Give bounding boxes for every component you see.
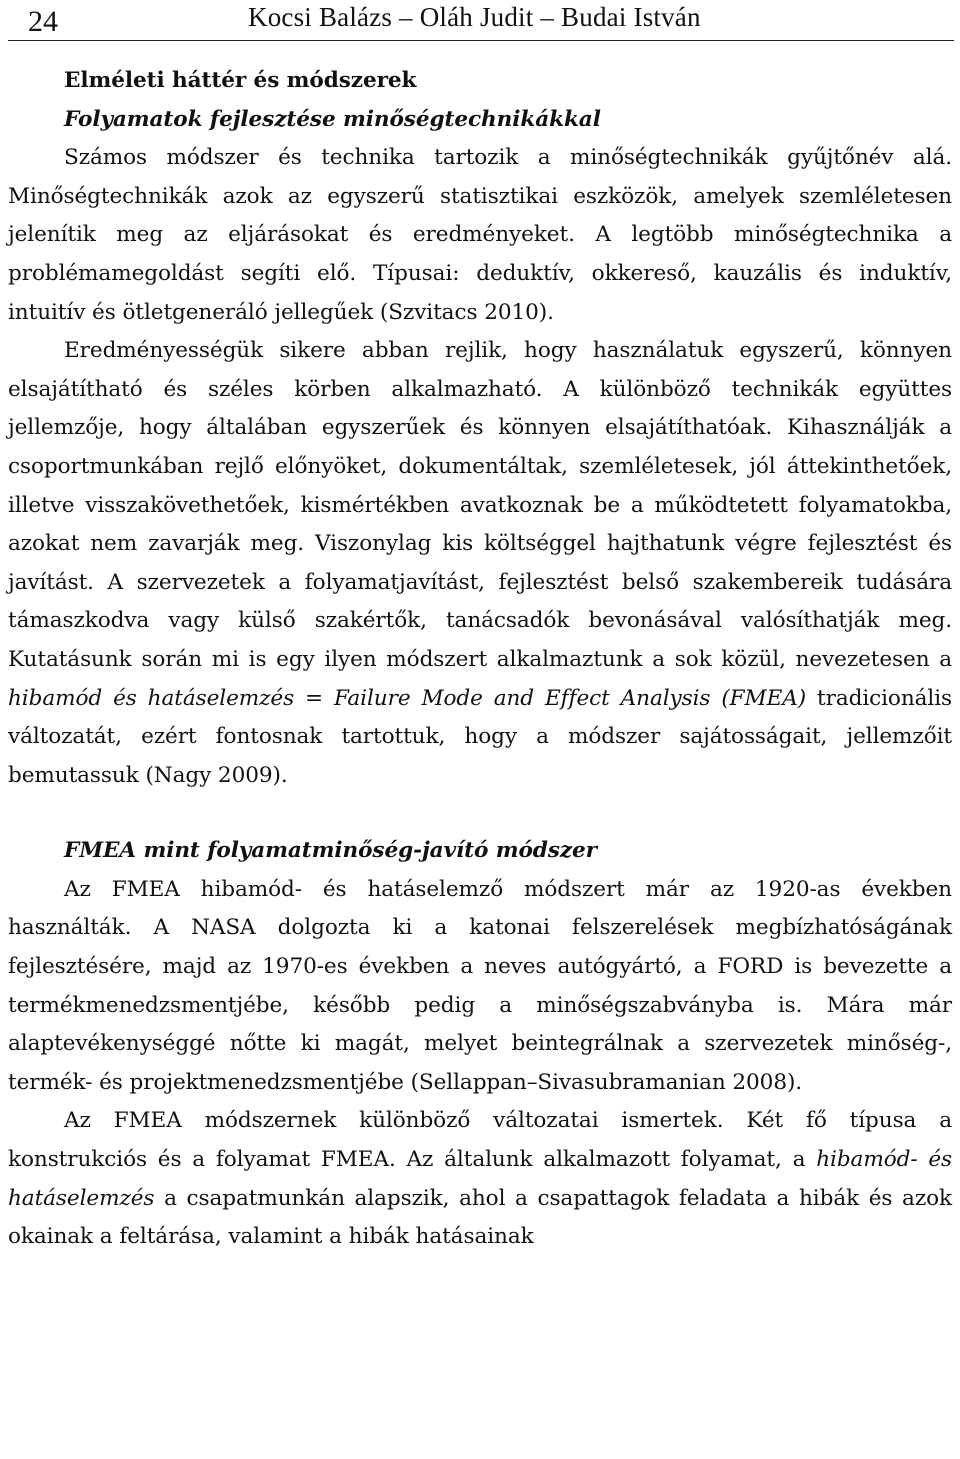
paragraph-text: Az FMEA módszernek különböző változatai ismertek. Két fő típusa a konstrukciós és a folyamat FMEA. Az általunk alkalmazott folyamat, a [8,1108,952,1173]
paragraph-text: a csapatmunkán alapszik, ahol a csapattagok feladata a hibák és azok okainak a feltárása, valamint a hibák hatásainak [8,1185,952,1250]
subsection-heading: Folyamatok fejlesztése minőségtechnikákkal [64,106,601,132]
page-header [8,0,954,41]
subsection-heading-fmea: FMEA mint folyamatminőség-javító módszer [64,838,597,864]
paragraph [8,1102,952,1256]
paragraph: Számos módszer és technika tartozik a minőségtechnikák gyűjtőnév alá. Minőségtechnikák azok az egyszerű statisztikai eszközök, amelyek szemléletesen jelenítik meg az eljárásokat és eredményeket. A legtöbb minőségtechnika a problémamegoldást segíti elő. Típusai: deduktív, okkereső, kauzális és induktív, intuitív és ötletgeneráló jellegűek (Szvitacs 2010). [8,145,952,325]
running-head-authors: Kocsi Balázs – Oláh Judit – Budai István [248,2,701,32]
emphasis-term: hibamód és hatáselemzés = Failure Mode and Effect Analysis (FMEA) [8,685,807,711]
emphasis-term: hibamód- és hatáselemzés [8,1147,953,1211]
paragraph-text: Eredményességük sikere abban rejlik, hogy használatuk egyszerű, könnyen elsajátítható és széles körben alkalmazható. A különböző technikák együttes jellemzője, hogy általában egyszerűek és könnyen elsajátíthatóak. Kihasználják a csoportmunkában rejlő előnyöket, dokumentáltak, szemléletesek, jól áttekinthetőek, illetve visszakövethetőek, kismértékben avatkoznak be a működtetett folyamatokba, azokat nem zavarják meg. Viszonylag kis költséggel hajthatunk végre fejlesztést és javítást. A szervezetek a folyamatjavítást, fejlesztést belső szakembereik tudására támaszkodva vagy külső szakértők, tanácsadók bevonásával valósíthatják meg. Kutatásunk során mi is egy ilyen módszert alkalmaztunk a sok közül, nevezetesen a [8,338,952,672]
paragraph-text: tradicionális változatát, ezért fontosnak tartottuk, hogy a módszer sajátosságait, jellemzőit bemutassuk (Nagy 2009). [8,685,952,788]
paragraph [8,332,952,795]
page-number: 24 [28,5,58,38]
body-text [8,62,952,1257]
section-heading: Elméleti háttér és módszerek [64,68,417,93]
paragraph: Az FMEA hibamód- és hatáselemző módszert már az 1920-as években használták. A NASA dolgozta ki a katonai felszerelések megbízhatóságának fejlesztésére, majd az 1970-es években a neves autógyártó, a FORD is bevezette a termékmenedzsmentjébe, később pedig a minőségszabványba is. Mára már alaptevékenységgé nőtte ki magát, melyet beintegrálnak a szervezetek minőség-, termék- és projektmenedzsmentjébe (Sellappan–Sivasubramanian 2008). [8,876,952,1095]
